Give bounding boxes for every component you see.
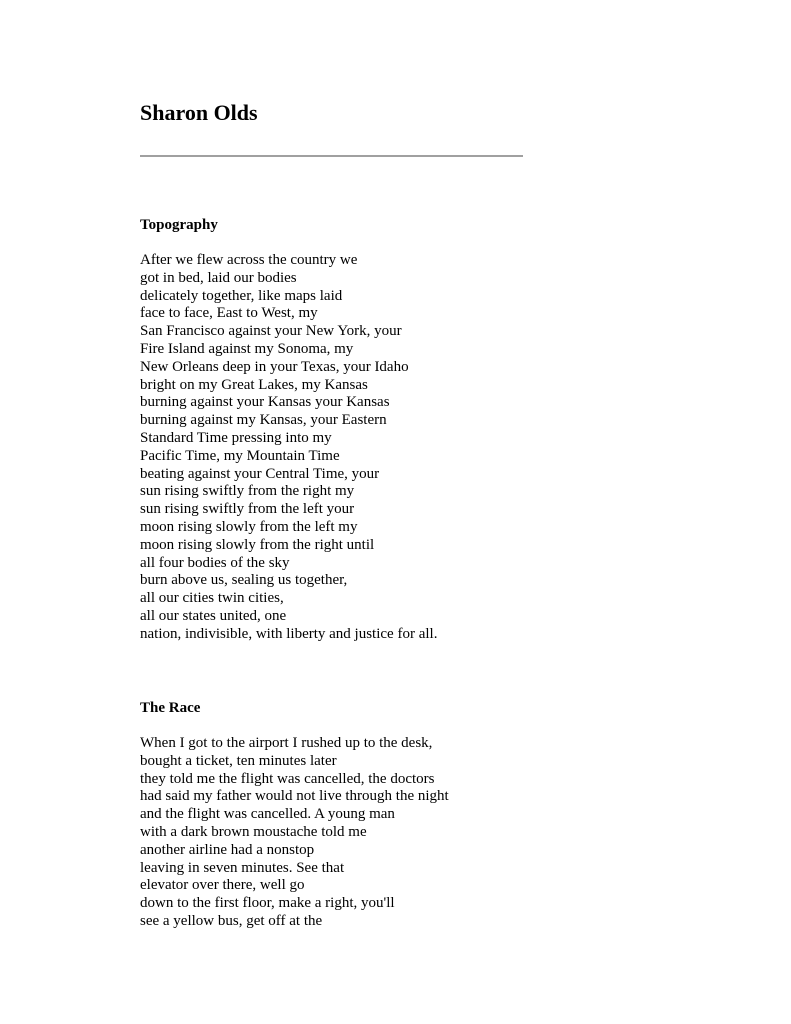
poem-line: all four bodies of the sky [140, 554, 290, 571]
poem-line: with a dark brown moustache told me [140, 823, 367, 840]
poem-line: elevator over there, well go [140, 877, 305, 894]
poem-line: New Orleans deep in your Texas, your Idaho [140, 358, 409, 375]
poem-line: all our states united, one [140, 607, 287, 624]
poem-line: delicately together, like maps laid [140, 287, 343, 304]
poem-line: moon rising slowly from the left my [140, 518, 358, 535]
poem-line: nation, indivisible, with liberty and justice for all. [140, 625, 438, 642]
author-heading: Sharon Olds [140, 100, 258, 125]
poem-line: bought a ticket, ten minutes later [140, 752, 337, 769]
poem-line: bright on my Great Lakes, my Kansas [140, 376, 368, 393]
poem-line: got in bed, laid our bodies [140, 269, 297, 286]
poem-line: burning against my Kansas, your Eastern [140, 412, 387, 429]
poem-body [140, 252, 437, 644]
poem-line: and the flight was cancelled. A young man [140, 806, 395, 823]
poem-line: face to face, East to West, my [140, 305, 318, 322]
poem-body [140, 735, 449, 931]
poem-line: sun rising swiftly from the right my [140, 483, 355, 500]
poem-line: beating against your Central Time, your [140, 465, 380, 482]
poem-line: leaving in seven minutes. See that [140, 859, 345, 876]
poem-line: Standard Time pressing into my [140, 429, 332, 446]
poem-title: The Race [140, 700, 201, 716]
poem-line: San Francisco against your New York, your [140, 323, 402, 340]
poem-line: see a yellow bus, get off at the [140, 912, 323, 929]
poem-line: down to the first floor, make a right, you'll [140, 895, 395, 912]
poem-line: Pacific Time, my Mountain Time [140, 447, 340, 464]
poem-line: burning against your Kansas your Kansas [140, 394, 390, 411]
poem-line: another airline had a nonstop [140, 841, 315, 858]
poem-line: had said my father would not live through the night [140, 788, 449, 805]
horizontal-rule [140, 155, 523, 157]
poem-line: moon rising slowly from the right until [140, 536, 375, 553]
poem-line: Fire Island against my Sonoma, my [140, 340, 354, 357]
poem-title: Topography [140, 217, 218, 233]
poem-line: burn above us, sealing us together, [140, 572, 348, 589]
poem-line: After we flew across the country we [140, 252, 358, 268]
poem-line: sun rising swiftly from the left your [140, 501, 355, 518]
poem-line: they told me the flight was cancelled, the doctors [140, 770, 435, 787]
poem-line: When I got to the airport I rushed up to the desk, [140, 735, 433, 751]
poem-line: all our cities twin cities, [140, 590, 284, 607]
